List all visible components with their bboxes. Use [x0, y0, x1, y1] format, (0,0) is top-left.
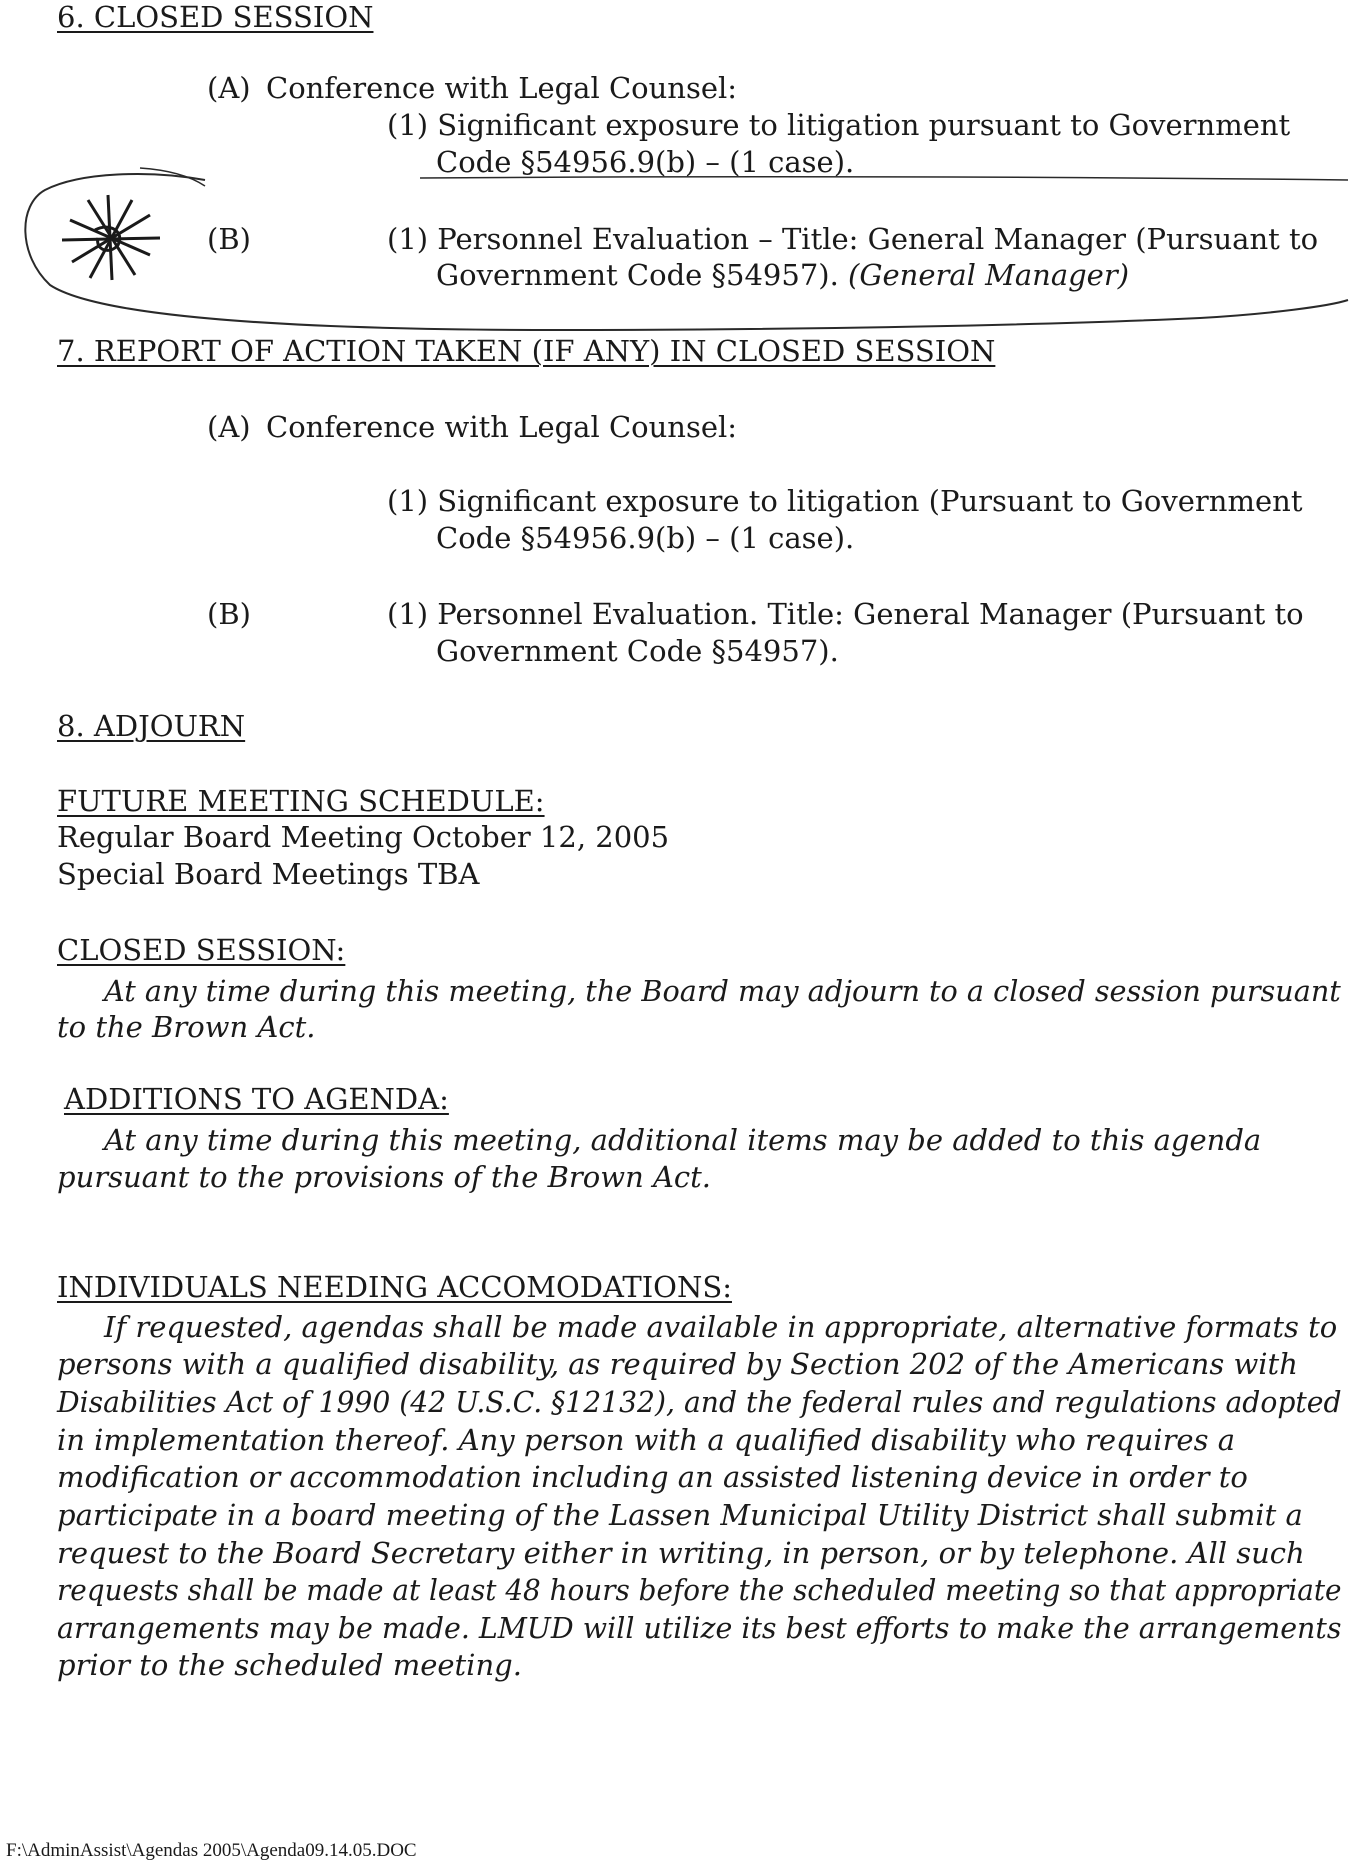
- section-6-a1-line2: Code §54956.9(b) – (1 case).: [436, 145, 855, 179]
- closed-session-heading: CLOSED SESSION:: [57, 933, 346, 967]
- section-7-a1-line1: (1) Significant exposure to litigation (Pursuant to Government: [387, 484, 1303, 518]
- section-6-b1-line2-wrap: [436, 258, 1129, 292]
- additions-line-2: pursuant to the provisions of the Brown Act.: [57, 1160, 712, 1194]
- section-6-heading: 6. CLOSED SESSION: [57, 0, 374, 34]
- accommodations-line: in implementation thereof. Any person with a qualified disability who requires a: [57, 1423, 1235, 1457]
- accommodations-line: modification or accommodation including an assisted listening device in order to: [57, 1460, 1248, 1494]
- section-8-heading: 8. ADJOURN: [57, 709, 246, 743]
- section-7-b-label: (B): [207, 597, 251, 631]
- accommodations-line: participate in a board meeting of the Lassen Municipal Utility District shall submit a: [57, 1498, 1303, 1532]
- section-6-b1-note: (General Manager): [848, 258, 1130, 292]
- section-7-a-title: Conference with Legal Counsel:: [266, 410, 738, 444]
- additions-heading: ADDITIONS TO AGENDA:: [64, 1082, 449, 1116]
- section-7-a1-line2: Code §54956.9(b) – (1 case).: [436, 521, 855, 555]
- section-7-b1-line1: (1) Personnel Evaluation. Title: General Manager (Pursuant to: [387, 597, 1304, 631]
- section-6-a-label: (A): [207, 71, 251, 105]
- accommodations-line: prior to the scheduled meeting.: [57, 1648, 522, 1682]
- section-7-a-label: (A): [207, 410, 251, 444]
- footer-file-path: F:\AdminAssist\Agendas 2005\Agenda09.14.05.DOC: [6, 1840, 417, 1861]
- section-6-b1-line1: (1) Personnel Evaluation – Title: General Manager (Pursuant to: [387, 222, 1319, 256]
- section-7-b1-line2: Government Code §54957).: [436, 634, 839, 668]
- future-schedule-heading: FUTURE MEETING SCHEDULE:: [57, 784, 545, 818]
- ink-tick: [140, 168, 205, 186]
- section-6-b1-line2: Government Code §54957).: [436, 258, 839, 292]
- handwritten-annotation: [0, 0, 1349, 360]
- future-schedule-line-1: Regular Board Meeting October 12, 2005: [57, 820, 670, 854]
- accommodations-line: If requested, agendas shall be made available in appropriate, alternative formats to: [104, 1310, 1338, 1344]
- section-7-heading: 7. REPORT OF ACTION TAKEN (IF ANY) IN CLOSED SESSION: [57, 334, 996, 368]
- accommodations-line: request to the Board Secretary either in writing, in person, or by telephone. All such: [57, 1536, 1305, 1570]
- additions-line-1: At any time during this meeting, additional items may be added to this agenda: [104, 1123, 1262, 1157]
- accommodations-line: requests shall be made at least 48 hours before the scheduled meeting so that appropriate: [57, 1573, 1342, 1607]
- accommodations-line: arrangements may be made. LMUD will utilize its best efforts to make the arrangements: [57, 1611, 1342, 1645]
- section-6-a-title: Conference with Legal Counsel:: [266, 71, 738, 105]
- future-schedule-line-2: Special Board Meetings TBA: [57, 857, 480, 891]
- star-scribble-icon: [62, 195, 160, 280]
- section-6-a1-line1: (1) Significant exposure to litigation pursuant to Government: [387, 108, 1291, 142]
- accommodations-line: persons with a qualified disability, as required by Section 202 of the Americans with: [57, 1347, 1298, 1381]
- closed-session-line-2: to the Brown Act.: [57, 1010, 316, 1044]
- accommodations-line: Disabilities Act of 1990 (42 U.S.C. §12132), and the federal rules and regulations adopted: [57, 1385, 1342, 1419]
- section-6-b-label: (B): [207, 222, 251, 256]
- closed-session-line-1: At any time during this meeting, the Board may adjourn to a closed session pursuant: [104, 974, 1341, 1008]
- accommodations-heading: INDIVIDUALS NEEDING ACCOMODATIONS:: [57, 1270, 732, 1304]
